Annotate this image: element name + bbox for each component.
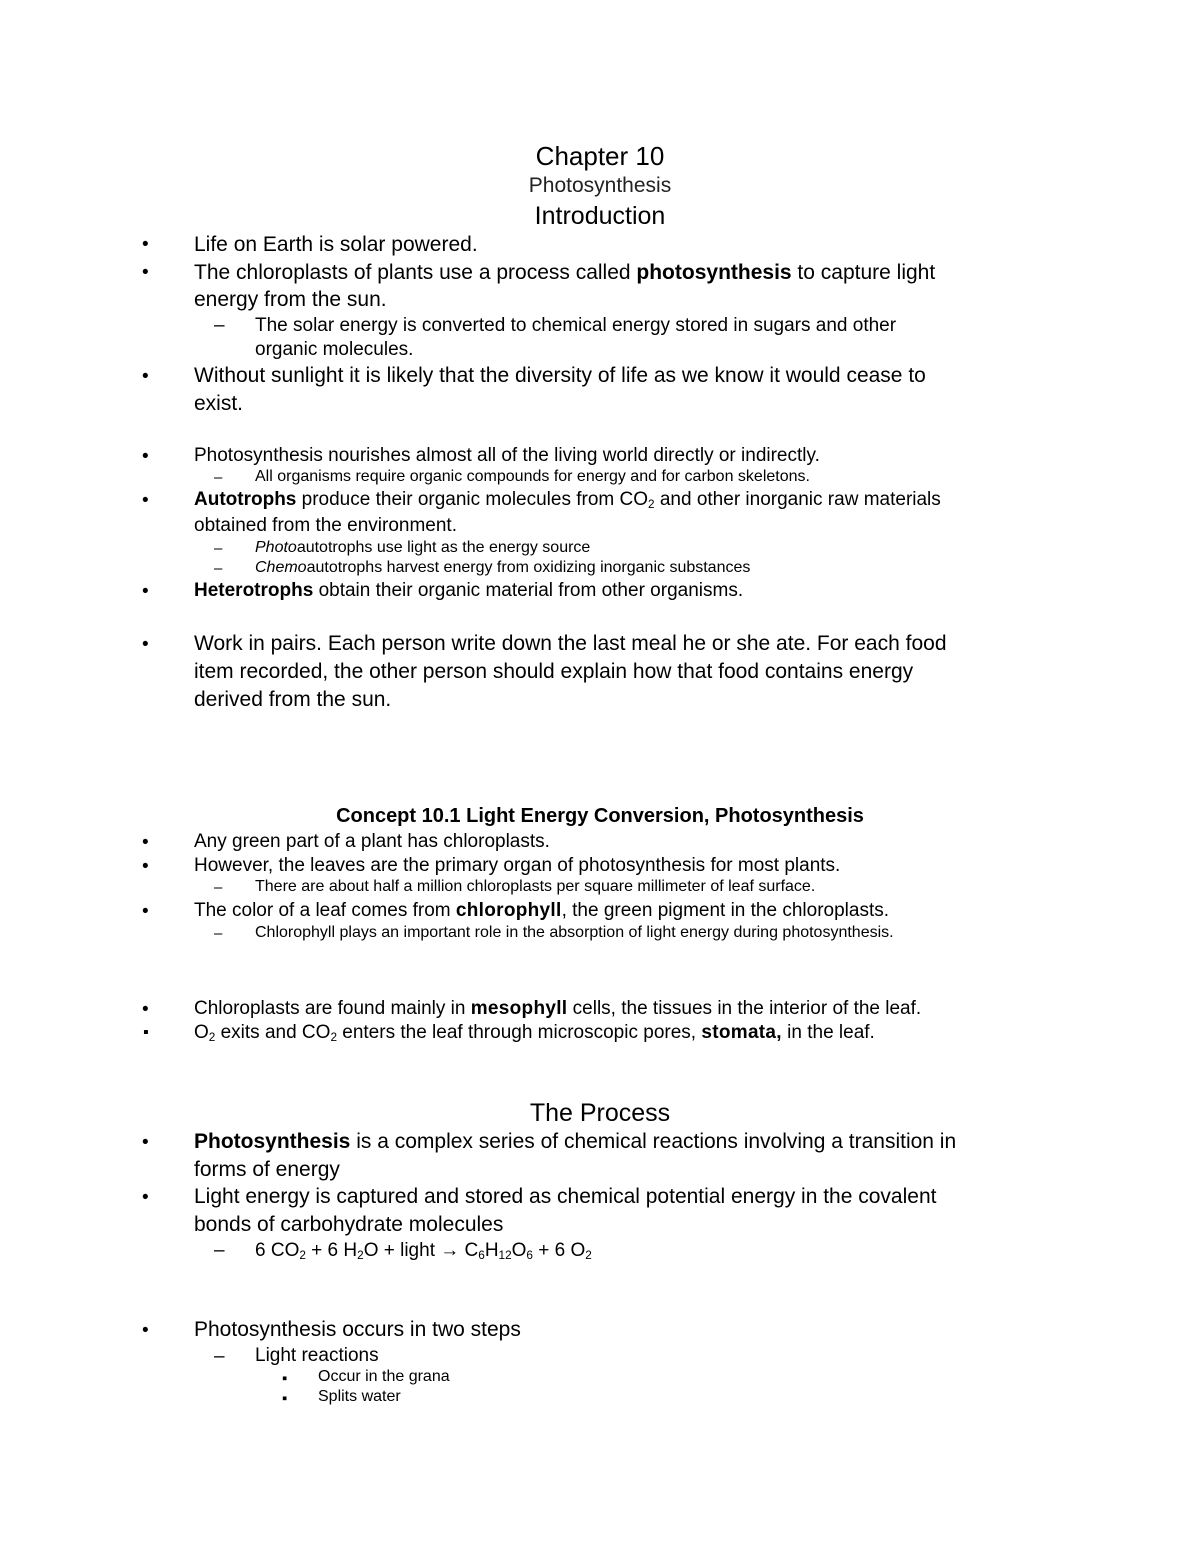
concept-bullet-4: Chloroplasts are found mainly in mesophyll cells, the tissues in the interior of the leaf. xyxy=(194,998,922,1019)
bullet-marker: • xyxy=(142,999,149,1020)
bullet-marker: • xyxy=(142,634,149,655)
concept-sub-bullet-2: Chlorophyll plays an important role in the absorption of light energy during photosynthesis. xyxy=(255,924,894,941)
dash-marker: – xyxy=(214,469,223,486)
chapter-title: Chapter 10 xyxy=(535,141,665,171)
dash-marker: – xyxy=(214,560,223,577)
dash-marker: – xyxy=(214,925,223,942)
bullet-marker: • xyxy=(142,366,149,387)
intro-bullet-7-line-2: item recorded, the other person should explain how that food contains energy xyxy=(194,660,914,683)
section-heading-the-process: The Process xyxy=(529,1099,671,1127)
bullet-marker: • xyxy=(142,1132,149,1153)
intro-bullet-2-line-2: energy from the sun. xyxy=(194,288,387,311)
intro-bullet-4: Photosynthesis nourishes almost all of the living world directly or indirectly. xyxy=(194,445,820,466)
process-sub-sub-bullet-2: Splits water xyxy=(318,1388,401,1405)
square-bullet-marker: ▪ xyxy=(143,1024,149,1041)
bullet-marker: • xyxy=(142,1320,149,1341)
square-bullet-marker: ▪ xyxy=(282,1370,288,1387)
process-sub-sub-bullet-1: Occur in the grana xyxy=(318,1368,450,1385)
section-heading-introduction: Introduction xyxy=(534,202,666,230)
dash-marker: – xyxy=(214,1346,225,1367)
process-bullet-2: Light energy is captured and stored as chemical potential energy in the covalent xyxy=(194,1185,937,1208)
intro-sub-bullet-1: The solar energy is converted to chemical energy stored in sugars and other xyxy=(255,315,897,336)
intro-sub-bullet-3: Photoautotrophs use light as the energy source xyxy=(255,539,591,556)
concept-sub-bullet-1: There are about half a million chloroplasts per square millimeter of leaf surface. xyxy=(255,878,816,895)
intro-sub-bullet-1-line-2: organic molecules. xyxy=(255,339,414,360)
process-bullet-2-line-2: bonds of carbohydrate molecules xyxy=(194,1213,504,1236)
intro-bullet-7-line-3: derived from the sun. xyxy=(194,688,392,711)
intro-bullet-5: Autotrophs produce their organic molecules from $CO_2$ and other inorganic raw materials xyxy=(194,489,941,511)
bullet-marker: • xyxy=(142,1187,149,1208)
intro-bullet-3-line-2: exist. xyxy=(194,392,244,415)
dash-marker: – xyxy=(214,1240,225,1261)
intro-bullet-3: Without sunlight it is likely that the diversity of life as we know it would cease to xyxy=(194,364,926,387)
intro-sub-bullet-2: All organisms require organic compounds for energy and for carbon skeletons. xyxy=(255,468,810,485)
bullet-marker: • xyxy=(142,262,149,283)
concept-bullet-5: $O_2$ exits and $CO_2$ enters the leaf through microscopic pores, stomata, in the leaf. xyxy=(194,1022,875,1044)
process-bullet-1: Photosynthesis is a complex series of chemical reactions involving a transition in xyxy=(194,1130,957,1153)
bullet-marker: • xyxy=(142,490,149,511)
concept-bullet-1: Any green part of a plant has chloroplasts. xyxy=(194,831,550,852)
bullet-marker: • xyxy=(142,446,149,467)
section-heading-concept-10-1: Concept 10.1 Light Energy Conversion, Photosynthesis xyxy=(336,805,864,827)
concept-bullet-2: However, the leaves are the primary organ of photosynthesis for most plants. xyxy=(194,855,841,876)
bullet-marker: • xyxy=(142,832,149,853)
bullet-marker: • xyxy=(142,234,149,255)
bullet-marker: • xyxy=(142,901,149,922)
bullet-marker: • xyxy=(142,856,149,877)
photosynthesis-equation: 6 $CO_2 + 6$ $H_2O$ + light → $C_6H_{12}O_6 + 6$ $O_2$ xyxy=(255,1240,592,1262)
dash-marker: – xyxy=(214,879,223,896)
process-bullet-1-line-2: forms of energy xyxy=(194,1158,340,1181)
intro-bullet-2: The chloroplasts of plants use a process called photosynthesis to capture light xyxy=(194,261,936,284)
intro-bullet-7: Work in pairs. Each person write down the last meal he or she ate. For each food xyxy=(194,632,947,655)
intro-sub-bullet-4: Chemoautotrophs harvest energy from oxidizing inorganic substances xyxy=(255,559,751,576)
dash-marker: – xyxy=(214,540,223,557)
concept-bullet-3: The color of a leaf comes from chlorophyll, the green pigment in the chloroplasts. xyxy=(194,900,890,921)
bullet-marker: • xyxy=(142,581,149,602)
intro-bullet-1: Life on Earth is solar powered. xyxy=(194,233,478,256)
square-bullet-marker: ▪ xyxy=(282,1390,288,1407)
process-bullet-3: Photosynthesis occurs in two steps xyxy=(194,1318,521,1341)
intro-bullet-5-line-2: obtained from the environment. xyxy=(194,515,457,536)
chapter-subtitle: Photosynthesis xyxy=(528,174,672,197)
dash-marker: – xyxy=(214,315,225,336)
process-sub-bullet-1: Light reactions xyxy=(255,1345,379,1366)
intro-bullet-6: Heterotrophs obtain their organic material from other organisms. xyxy=(194,580,744,601)
